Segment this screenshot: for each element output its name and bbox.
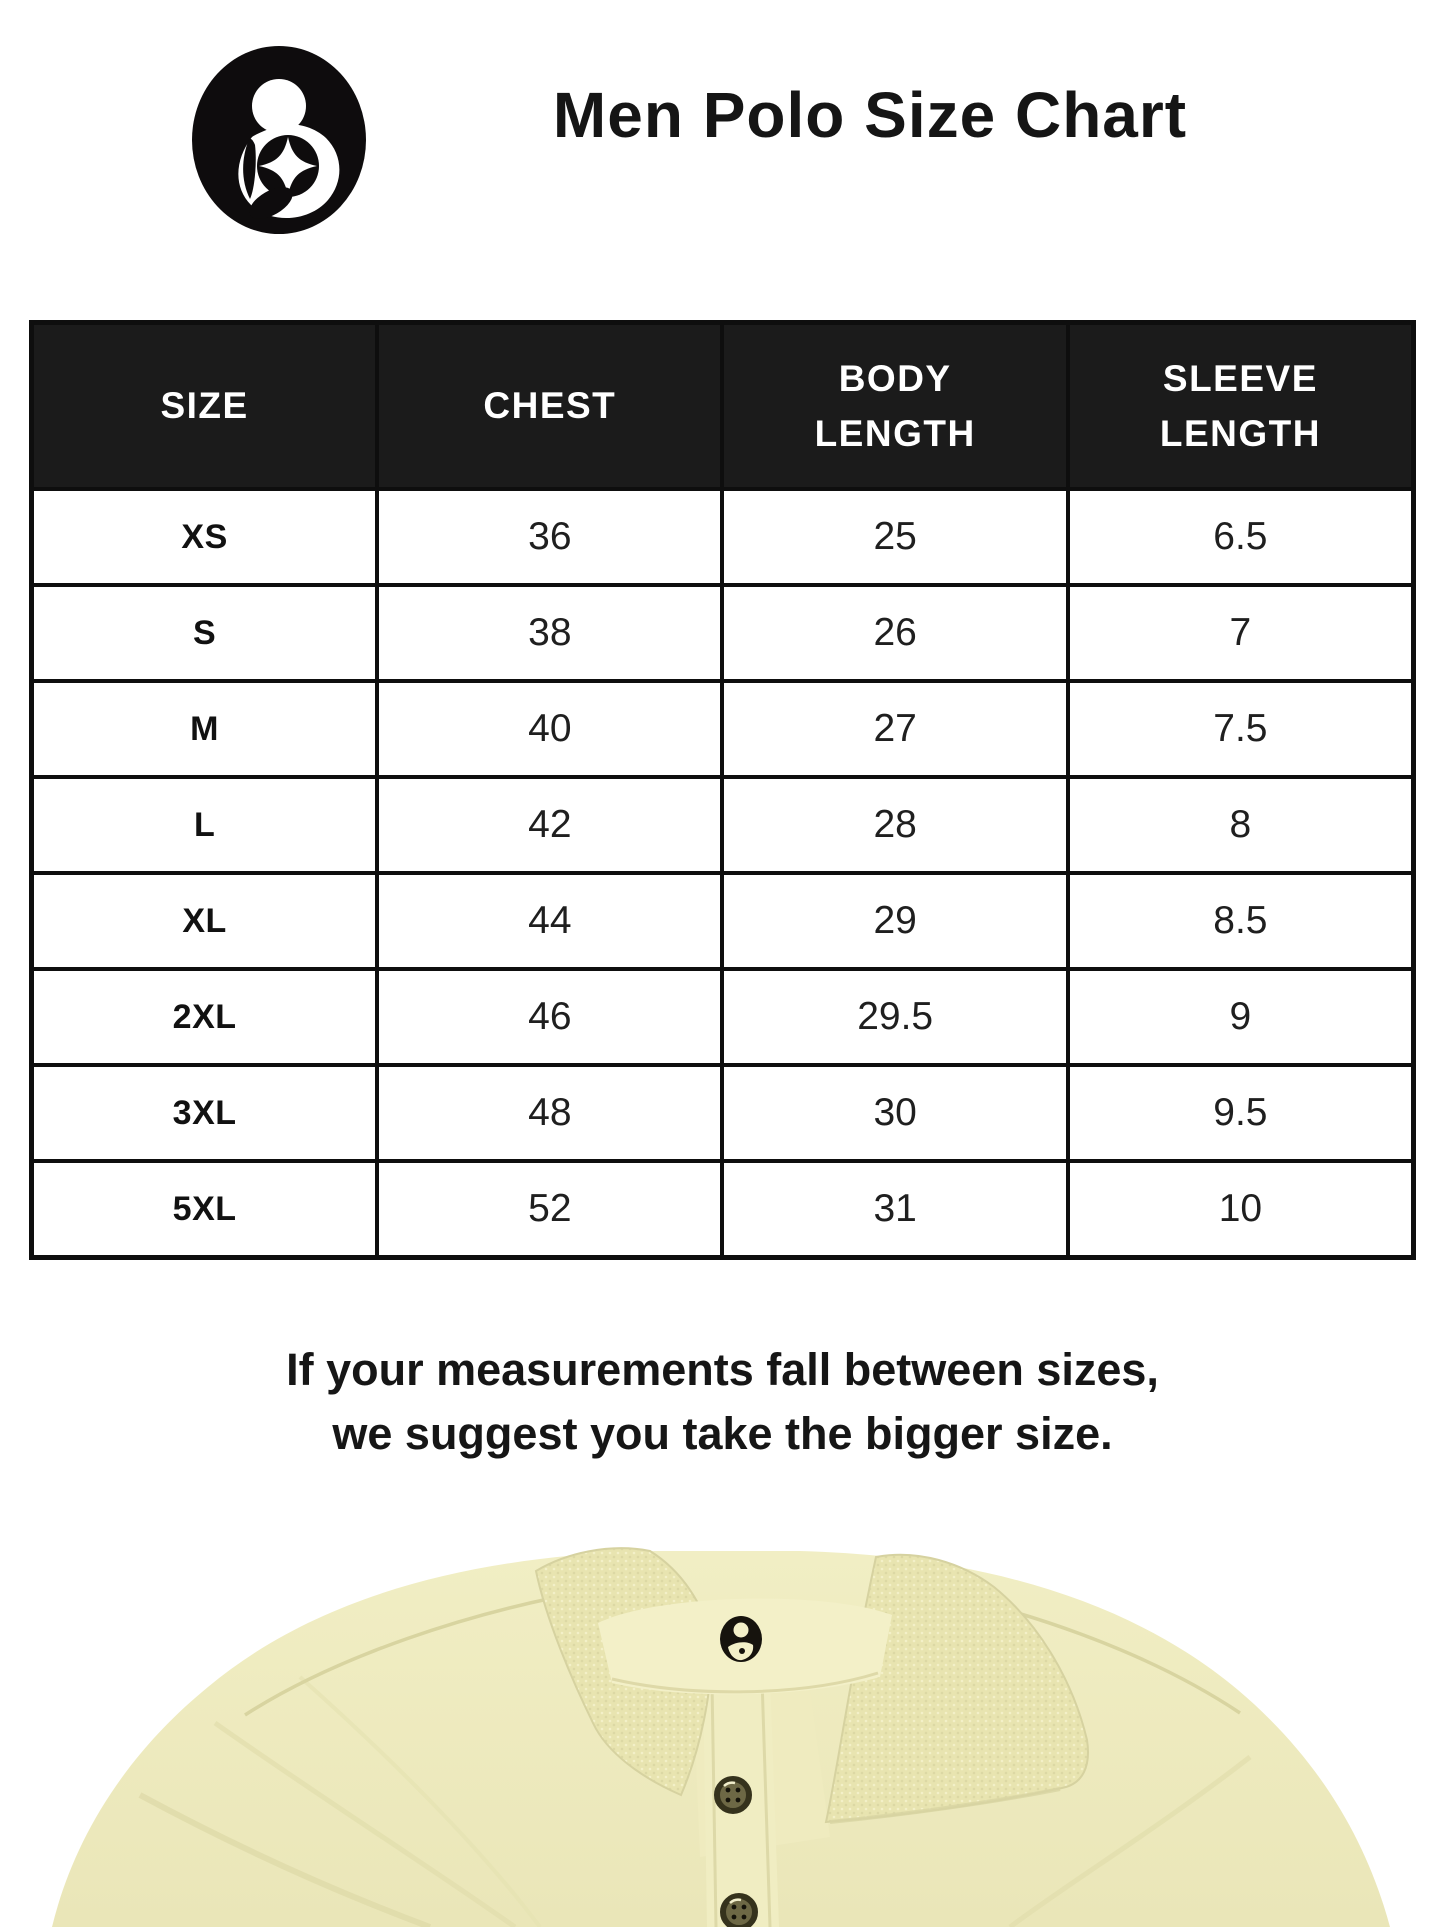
- size-value: 3XL: [32, 1065, 378, 1161]
- chest-value: 42: [377, 777, 722, 873]
- size-value: XL: [32, 873, 378, 969]
- sleeve-length-value: 6.5: [1068, 489, 1414, 585]
- table-row: [32, 681, 1414, 777]
- chest-value: 40: [377, 681, 722, 777]
- table-row: [32, 1161, 1414, 1258]
- size-value: XS: [32, 489, 378, 585]
- body-length-value: 30: [722, 1065, 1067, 1161]
- table-row: [32, 873, 1414, 969]
- table-row: [32, 1065, 1414, 1161]
- body-length-value: 26: [722, 585, 1067, 681]
- size-value: M: [32, 681, 378, 777]
- chest-value: 44: [377, 873, 722, 969]
- body-length-value: 27: [722, 681, 1067, 777]
- body-length-value: 31: [722, 1161, 1067, 1258]
- sleeve-length-value: 7.5: [1068, 681, 1414, 777]
- size-value: L: [32, 777, 378, 873]
- size-value: 5XL: [32, 1161, 378, 1258]
- sizing-note-line1: If your measurements fall between sizes,: [286, 1344, 1159, 1395]
- page-title: Men Polo Size Chart: [552, 79, 1188, 151]
- column-header-sleeve-length: SLEEVE LENGTH: [1068, 323, 1414, 490]
- sleeve-length-value: 9: [1068, 969, 1414, 1065]
- header-row: [32, 323, 1414, 490]
- table-row: [32, 585, 1414, 681]
- polo-button-bottom: [722, 1895, 756, 1927]
- chest-value: 46: [377, 969, 722, 1065]
- size-value: S: [32, 585, 378, 681]
- chest-value: 38: [377, 585, 722, 681]
- sleeve-length-value: 10: [1068, 1161, 1414, 1258]
- sleeve-length-value: 8: [1068, 777, 1414, 873]
- size-value: 2XL: [32, 969, 378, 1065]
- body-length-value: 29.5: [722, 969, 1067, 1065]
- size-table-body: [32, 489, 1414, 1258]
- sizing-note: [0, 1338, 1445, 1466]
- chest-value: 52: [377, 1161, 722, 1258]
- polo-button-top: [716, 1778, 750, 1812]
- column-header-body-length: BODY LENGTH: [722, 323, 1067, 490]
- sizing-note-line2: we suggest you take the bigger size.: [332, 1407, 1113, 1459]
- column-header-chest: CHEST: [377, 323, 722, 490]
- size-table-header: [32, 323, 1414, 490]
- chest-value: 48: [377, 1065, 722, 1161]
- body-length-value: 25: [722, 489, 1067, 585]
- size-table: [29, 320, 1416, 1260]
- table-row: [32, 489, 1414, 585]
- table-row: [32, 777, 1414, 873]
- body-length-value: 29: [722, 873, 1067, 969]
- sleeve-length-value: 9.5: [1068, 1065, 1414, 1161]
- column-header-size: SIZE: [32, 323, 378, 490]
- chest-value: 36: [377, 489, 722, 585]
- sleeve-length-value: 8.5: [1068, 873, 1414, 969]
- table-row: [32, 969, 1414, 1065]
- brand-logo-icon: [191, 45, 367, 235]
- neck-tag-logo-icon: [720, 1616, 762, 1662]
- sleeve-length-value: 7: [1068, 585, 1414, 681]
- body-length-value: 28: [722, 777, 1067, 873]
- polo-shirt-photo: [0, 1527, 1445, 1927]
